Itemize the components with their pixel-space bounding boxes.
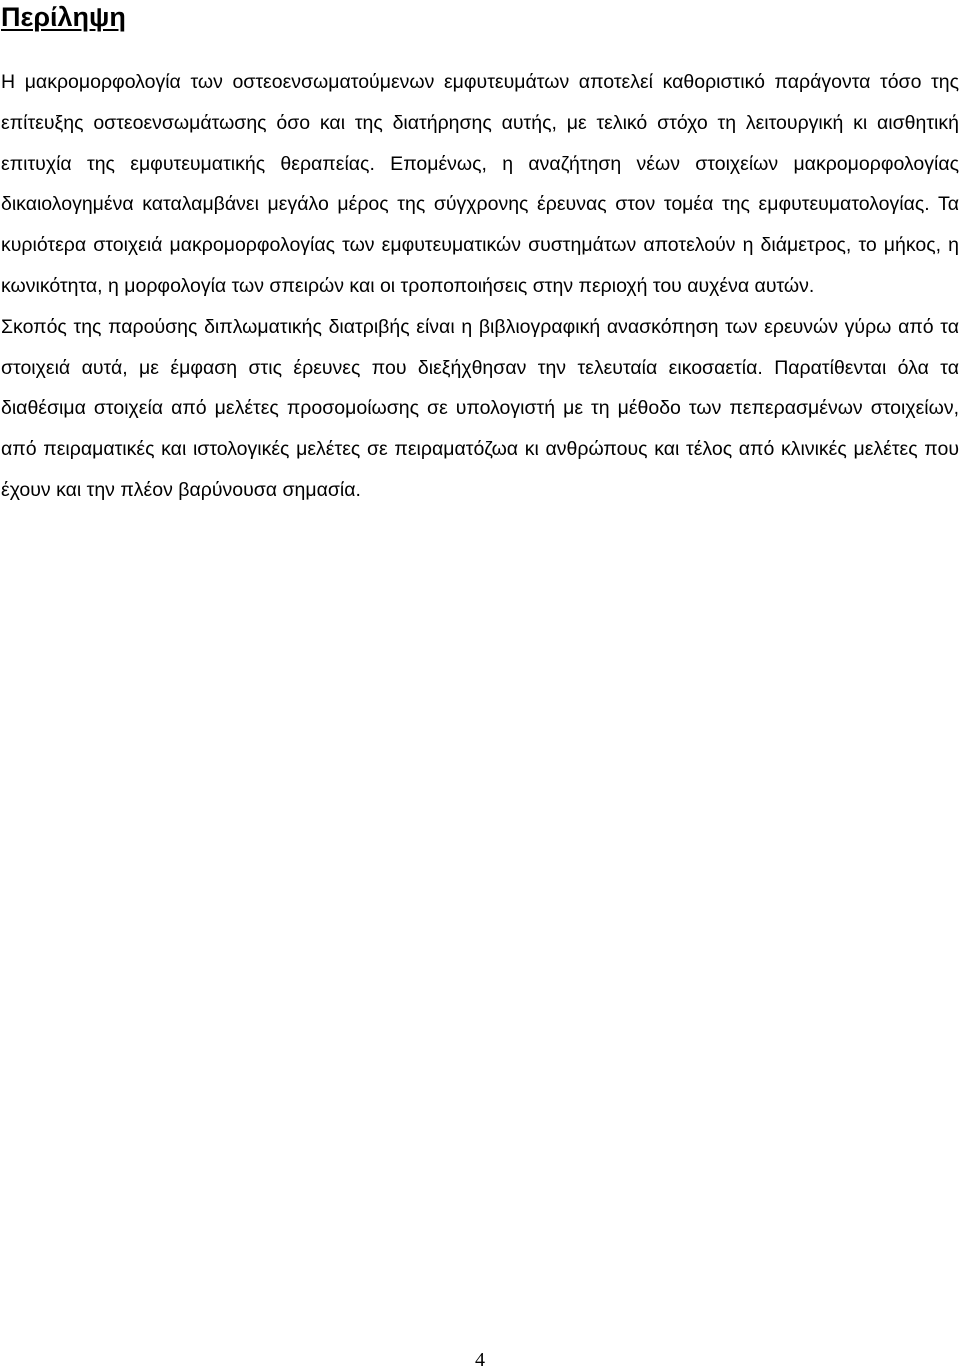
abstract-paragraph-1: Η μακρομορφολογία των οστεοενσωματούμενων εμφυτευμάτων αποτελεί καθοριστικό παράγοντα τόσο της επίτευξης οστεοενσωμάτωσης όσο και της διατήρησης αυτής, με τελικό στόχο τη λειτουργική κι αισθητική επιτυχία της εμφυτευματικής θεραπείας. Επομένως, η αναζήτηση νέων στοιχείων μακρομορφολογίας δικαιολογημένα καταλαμβάνει μεγάλο μέρος της σύγχρονης έρευνας στον τομέα της εμφυτευματολογίας. Τα κυριότερα στοιχειά μακρομορφολογίας των εμφυτευματικών συστημάτων αποτελούν η διάμετρος, το μήκος, η κωνικότητα, η μορφολογία των σπειρών και οι τροποποιήσεις στην περιοχή του αυχένα αυτών. [1, 71, 959, 297]
page-title: Περίληψη [1, 2, 126, 32]
page-number: 4 [475, 1349, 485, 1371]
abstract-paragraph-2: Σκοπός της παρούσης διπλωματικής διατριβής είναι η βιβλιογραφική ανασκόπηση των ερευνών γύρω από τα στοιχειά αυτά, με έμφαση στις έρευνες που διεξήχθησαν την τελευταία εικοσαετία. Παρατίθενται όλα τα διαθέσιμα στοιχεία από μελέτες προσομοίωσης σε υπολογιστή με τη μέθοδο των πεπερασμένων στοιχείων, από πειραματικές και ιστολογικές μελέτες σε πειραματόζωα κι ανθρώπους και τέλος από κλινικές μελέτες που έχουν και την πλέον βαρύνουσα σημασία. [1, 315, 959, 501]
abstract-body [1, 62, 959, 511]
